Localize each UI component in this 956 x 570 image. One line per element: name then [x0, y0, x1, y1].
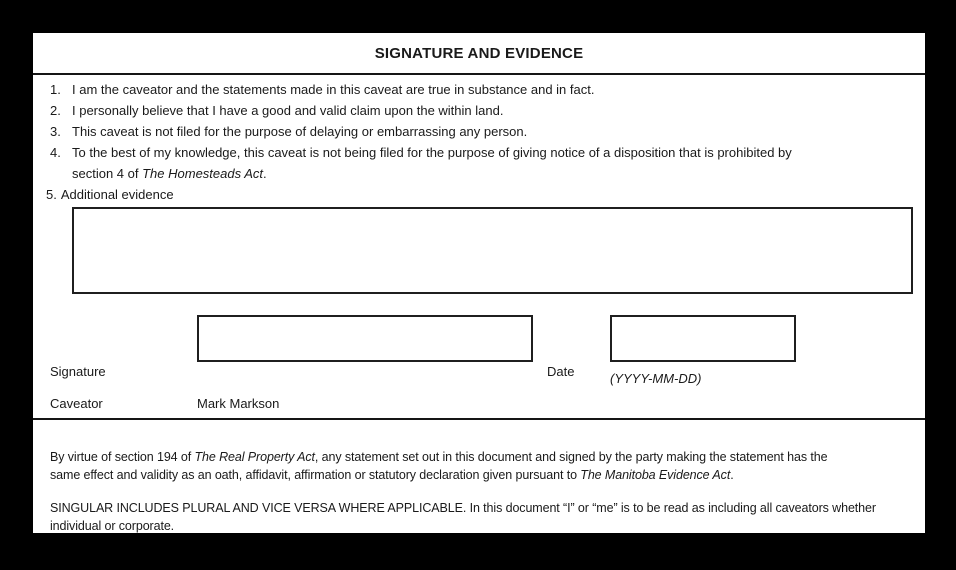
caveator-name-value: Mark Markson — [197, 396, 280, 411]
statement-item-4 — [50, 142, 891, 184]
legal-line: same effect and validity as an oath, affidavit, affirmation or statutory declaration given pursuant to The Manitoba Evidence Act. — [50, 468, 734, 482]
statement-number: 2. — [50, 103, 61, 118]
form-page — [33, 33, 925, 533]
statement-text: I am the caveator and the statements made in this caveat are true in substance and in fact. — [72, 82, 595, 97]
additional-evidence-input[interactable] — [72, 207, 913, 294]
legal-line: By virtue of section 194 of The Real Property Act, any statement set out in this document and signed by the party making the statement has the — [50, 450, 828, 464]
statement-list — [46, 79, 891, 205]
statement-text: To the best of my knowledge, this caveat is not being filed for the purpose of giving notice of a disposition that is prohibited by — [72, 145, 792, 160]
statement-item-2 — [50, 100, 891, 121]
statement-text: I personally believe that I have a good and valid claim upon the within land. — [72, 103, 504, 118]
caveator-label: Caveator — [50, 396, 103, 411]
statement-number: 4. — [50, 145, 61, 160]
signature-evidence-section — [33, 33, 925, 420]
date-label: Date — [547, 364, 575, 379]
statement-item-1 — [50, 79, 891, 100]
statement-text: Additional evidence — [60, 187, 174, 202]
statement-item-3 — [50, 121, 891, 142]
legal-notes — [50, 448, 913, 535]
legal-line: SINGULAR INCLUDES PLURAL AND VICE VERSA WHERE APPLICABLE. In this document “I” or “me” is to be read as including all caveators whether — [50, 501, 876, 515]
statement-number: 5. — [46, 187, 57, 202]
legal-paragraph-statutory — [50, 448, 913, 484]
statement-number: 3. — [50, 124, 61, 139]
act-name-italic: The Homesteads Act — [142, 166, 264, 181]
statement-number: 1. — [50, 82, 61, 97]
section-title: SIGNATURE AND EVIDENCE — [33, 33, 925, 75]
legal-paragraph-singular-plural — [50, 499, 913, 535]
act-name-italic: The Real Property Act — [194, 450, 315, 464]
statement-text: This caveat is not filed for the purpose of delaying or embarrassing any person. — [72, 124, 528, 139]
legal-line: individual or corporate. — [50, 519, 175, 533]
act-name-italic: The Manitoba Evidence Act — [580, 468, 731, 482]
date-format-hint: (YYYY-MM-DD) — [610, 371, 702, 386]
signature-input[interactable] — [197, 315, 533, 362]
signature-label: Signature — [50, 364, 106, 379]
date-input[interactable] — [610, 315, 796, 362]
statement-text-continued: section 4 of The Homesteads Act. — [72, 166, 267, 181]
statement-item-5 — [46, 184, 891, 205]
